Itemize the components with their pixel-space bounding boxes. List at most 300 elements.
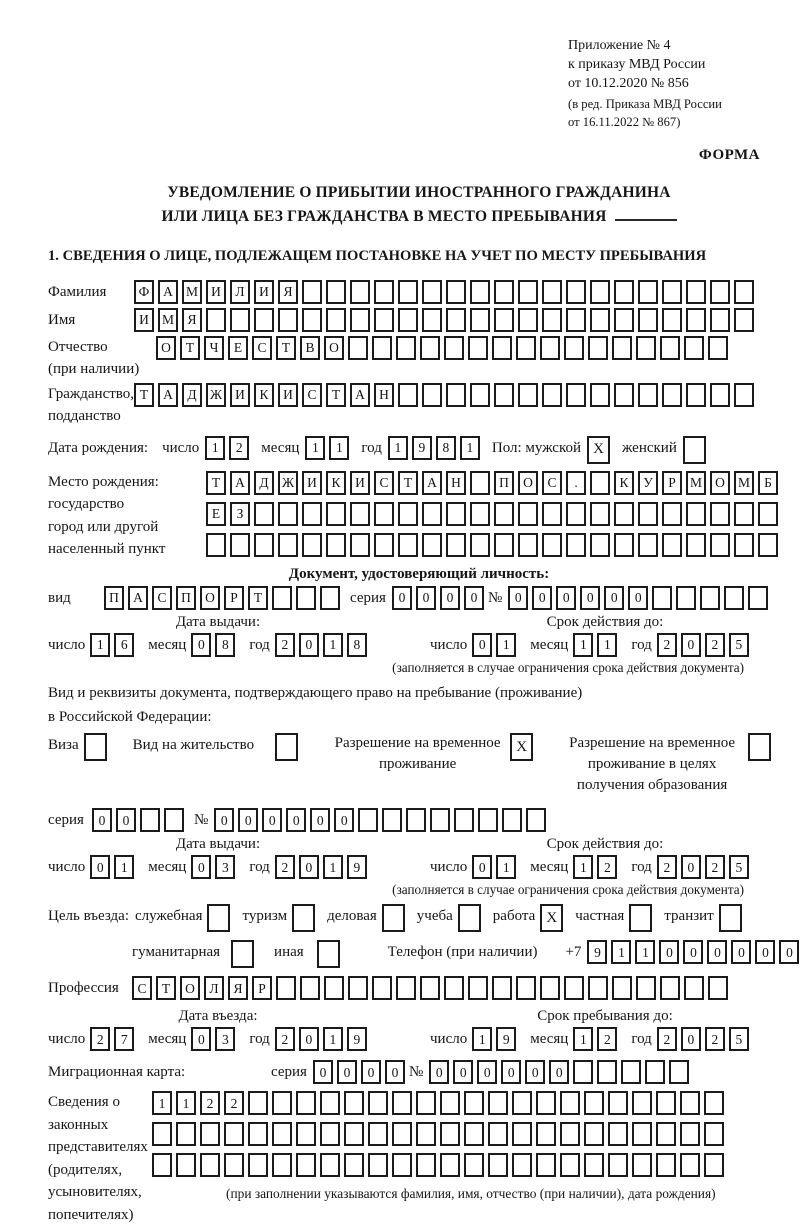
form-cell[interactable] — [710, 533, 730, 557]
form-cell[interactable]: 6 — [114, 633, 134, 657]
form-cell[interactable] — [662, 280, 682, 304]
form-cell[interactable] — [446, 308, 466, 332]
form-cell[interactable] — [536, 1153, 556, 1177]
form-cell[interactable] — [302, 308, 322, 332]
form-cell[interactable] — [420, 336, 440, 360]
form-cell[interactable] — [518, 308, 538, 332]
form-cell[interactable] — [724, 586, 744, 610]
form-cell[interactable] — [326, 533, 346, 557]
form-cell[interactable] — [275, 733, 298, 761]
form-cell[interactable]: 0 — [337, 1060, 357, 1084]
form-cell[interactable]: 1 — [205, 436, 225, 460]
form-cell[interactable]: М — [158, 308, 178, 332]
form-cell[interactable] — [392, 1091, 412, 1115]
form-cell[interactable]: 9 — [587, 940, 607, 964]
form-cell[interactable] — [488, 1153, 508, 1177]
form-cell[interactable]: П — [494, 471, 514, 495]
form-cell[interactable] — [590, 383, 610, 407]
form-cell[interactable] — [645, 1060, 665, 1084]
form-cell[interactable] — [590, 308, 610, 332]
form-cell[interactable] — [566, 502, 586, 526]
form-cell[interactable] — [470, 471, 490, 495]
form-cell[interactable]: Д — [254, 471, 274, 495]
form-cell[interactable] — [590, 533, 610, 557]
form-cell[interactable]: 0 — [628, 586, 648, 610]
form-cell[interactable] — [526, 808, 546, 832]
form-cell[interactable]: 3 — [215, 1027, 235, 1051]
form-cell[interactable] — [564, 976, 584, 1000]
form-cell[interactable] — [278, 308, 298, 332]
form-cell[interactable] — [468, 976, 488, 1000]
form-cell[interactable] — [684, 976, 704, 1000]
form-cell[interactable] — [296, 1091, 316, 1115]
form-cell[interactable]: 0 — [549, 1060, 569, 1084]
form-cell[interactable]: Я — [278, 280, 298, 304]
form-cell[interactable] — [590, 280, 610, 304]
form-cell[interactable] — [684, 336, 704, 360]
form-cell[interactable] — [494, 280, 514, 304]
form-cell[interactable]: М — [182, 280, 202, 304]
form-cell[interactable] — [302, 502, 322, 526]
form-cell[interactable]: 3 — [215, 855, 235, 879]
form-cell[interactable]: О — [324, 336, 344, 360]
form-cell[interactable] — [656, 1153, 676, 1177]
form-cell[interactable]: И — [278, 383, 298, 407]
form-cell[interactable]: Л — [230, 280, 250, 304]
form-cell[interactable]: П — [104, 586, 124, 610]
form-cell[interactable] — [368, 1122, 388, 1146]
form-cell[interactable]: 0 — [90, 855, 110, 879]
form-cell[interactable] — [492, 336, 512, 360]
form-cell[interactable] — [516, 336, 536, 360]
form-cell[interactable] — [758, 533, 778, 557]
form-cell[interactable]: К — [254, 383, 274, 407]
form-cell[interactable] — [542, 533, 562, 557]
form-cell[interactable] — [464, 1091, 484, 1115]
form-cell[interactable]: 2 — [657, 855, 677, 879]
form-cell[interactable] — [296, 1122, 316, 1146]
form-cell[interactable] — [638, 502, 658, 526]
form-cell[interactable] — [200, 1153, 220, 1177]
form-cell[interactable] — [542, 383, 562, 407]
form-cell[interactable] — [494, 502, 514, 526]
form-cell[interactable]: 1 — [388, 436, 408, 460]
form-cell[interactable] — [656, 1122, 676, 1146]
form-cell[interactable] — [494, 533, 514, 557]
form-cell[interactable]: 1 — [176, 1091, 196, 1115]
form-cell[interactable] — [608, 1122, 628, 1146]
form-cell[interactable]: 2 — [200, 1091, 220, 1115]
form-cell[interactable]: 2 — [597, 1027, 617, 1051]
form-cell[interactable]: 0 — [238, 808, 258, 832]
form-cell[interactable]: 0 — [472, 855, 492, 879]
form-cell[interactable] — [470, 280, 490, 304]
form-cell[interactable] — [542, 308, 562, 332]
form-cell[interactable] — [704, 1153, 724, 1177]
form-cell[interactable]: 1 — [597, 633, 617, 657]
form-cell[interactable]: Ч — [204, 336, 224, 360]
form-cell[interactable]: Т — [326, 383, 346, 407]
form-cell[interactable]: А — [128, 586, 148, 610]
form-cell[interactable]: 2 — [90, 1027, 110, 1051]
form-cell[interactable]: Б — [758, 471, 778, 495]
form-cell[interactable] — [320, 1122, 340, 1146]
form-cell[interactable] — [710, 383, 730, 407]
form-cell[interactable] — [494, 383, 514, 407]
form-cell[interactable] — [296, 586, 316, 610]
form-cell[interactable]: 0 — [116, 808, 136, 832]
form-cell[interactable] — [590, 502, 610, 526]
form-cell[interactable] — [683, 436, 706, 464]
form-cell[interactable] — [350, 308, 370, 332]
form-cell[interactable]: 2 — [705, 633, 725, 657]
form-cell[interactable]: 0 — [659, 940, 679, 964]
form-cell[interactable] — [398, 533, 418, 557]
form-cell[interactable] — [636, 976, 656, 1000]
form-cell[interactable] — [518, 533, 538, 557]
form-cell[interactable] — [573, 1060, 593, 1084]
form-cell[interactable] — [470, 502, 490, 526]
form-cell[interactable] — [446, 383, 466, 407]
form-cell[interactable]: 2 — [229, 436, 249, 460]
form-cell[interactable] — [560, 1091, 580, 1115]
form-cell[interactable]: З — [230, 502, 250, 526]
form-cell[interactable] — [350, 502, 370, 526]
form-cell[interactable]: П — [176, 586, 196, 610]
form-cell[interactable]: Ж — [278, 471, 298, 495]
form-cell[interactable]: К — [326, 471, 346, 495]
form-cell[interactable]: М — [686, 471, 706, 495]
form-cell[interactable] — [542, 502, 562, 526]
form-cell[interactable] — [614, 308, 634, 332]
form-cell[interactable] — [231, 940, 254, 968]
form-cell[interactable]: 0 — [472, 633, 492, 657]
form-cell[interactable] — [278, 533, 298, 557]
form-cell[interactable]: . — [566, 471, 586, 495]
form-cell[interactable] — [470, 308, 490, 332]
form-cell[interactable]: 2 — [275, 633, 295, 657]
form-cell[interactable] — [614, 280, 634, 304]
form-cell[interactable] — [734, 533, 754, 557]
form-cell[interactable]: А — [158, 280, 178, 304]
form-cell[interactable] — [680, 1091, 700, 1115]
form-cell[interactable] — [446, 280, 466, 304]
form-cell[interactable] — [464, 1122, 484, 1146]
form-cell[interactable] — [536, 1122, 556, 1146]
form-cell[interactable] — [660, 976, 680, 1000]
form-cell[interactable] — [734, 383, 754, 407]
form-cell[interactable] — [272, 1153, 292, 1177]
form-cell[interactable]: 0 — [334, 808, 354, 832]
form-cell[interactable]: 0 — [556, 586, 576, 610]
form-cell[interactable] — [662, 383, 682, 407]
form-cell[interactable] — [446, 533, 466, 557]
form-cell[interactable] — [676, 586, 696, 610]
form-cell[interactable]: 0 — [262, 808, 282, 832]
form-cell[interactable] — [638, 383, 658, 407]
form-cell[interactable] — [464, 1153, 484, 1177]
form-cell[interactable] — [518, 383, 538, 407]
form-cell[interactable] — [536, 1091, 556, 1115]
form-cell[interactable] — [324, 976, 344, 1000]
form-cell[interactable] — [564, 336, 584, 360]
form-cell[interactable] — [248, 1153, 268, 1177]
form-cell[interactable] — [422, 502, 442, 526]
form-cell[interactable] — [422, 533, 442, 557]
form-cell[interactable] — [254, 502, 274, 526]
form-cell[interactable]: Т — [156, 976, 176, 1000]
form-cell[interactable]: 0 — [464, 586, 484, 610]
form-cell[interactable] — [302, 533, 322, 557]
form-cell[interactable]: 0 — [440, 586, 460, 610]
form-cell[interactable] — [458, 904, 481, 932]
form-cell[interactable] — [612, 976, 632, 1000]
form-cell[interactable]: 0 — [779, 940, 799, 964]
form-cell[interactable] — [430, 808, 450, 832]
form-cell[interactable]: И — [302, 471, 322, 495]
form-cell[interactable] — [420, 976, 440, 1000]
form-cell[interactable]: 1 — [114, 855, 134, 879]
form-cell[interactable] — [540, 336, 560, 360]
form-cell[interactable] — [200, 1122, 220, 1146]
form-cell[interactable]: 0 — [525, 1060, 545, 1084]
form-cell[interactable]: 0 — [299, 1027, 319, 1051]
form-cell[interactable] — [374, 308, 394, 332]
form-cell[interactable] — [566, 383, 586, 407]
form-cell[interactable]: 0 — [416, 586, 436, 610]
form-cell[interactable] — [444, 336, 464, 360]
form-cell[interactable] — [518, 280, 538, 304]
form-cell[interactable] — [350, 533, 370, 557]
form-cell[interactable] — [272, 586, 292, 610]
form-cell[interactable]: Р — [662, 471, 682, 495]
form-cell[interactable] — [686, 308, 706, 332]
form-cell[interactable] — [344, 1153, 364, 1177]
form-cell[interactable]: 9 — [412, 436, 432, 460]
form-cell[interactable] — [704, 1122, 724, 1146]
form-cell[interactable] — [392, 1122, 412, 1146]
form-cell[interactable] — [416, 1153, 436, 1177]
form-cell[interactable]: А — [422, 471, 442, 495]
form-cell[interactable] — [680, 1153, 700, 1177]
form-cell[interactable] — [512, 1122, 532, 1146]
form-cell[interactable] — [656, 1091, 676, 1115]
form-cell[interactable] — [292, 904, 315, 932]
form-cell[interactable]: 2 — [275, 855, 295, 879]
form-cell[interactable]: О — [200, 586, 220, 610]
form-cell[interactable]: 1 — [573, 855, 593, 879]
form-cell[interactable] — [398, 280, 418, 304]
form-cell[interactable] — [302, 280, 322, 304]
form-cell[interactable]: 0 — [580, 586, 600, 610]
form-cell[interactable]: К — [614, 471, 634, 495]
form-cell[interactable] — [638, 280, 658, 304]
form-cell[interactable] — [278, 502, 298, 526]
form-cell[interactable]: Т — [206, 471, 226, 495]
form-cell[interactable]: X — [540, 904, 563, 932]
form-cell[interactable] — [374, 280, 394, 304]
form-cell[interactable]: С — [152, 586, 172, 610]
form-cell[interactable] — [470, 383, 490, 407]
form-cell[interactable]: Т — [398, 471, 418, 495]
form-cell[interactable] — [454, 808, 474, 832]
form-cell[interactable]: С — [374, 471, 394, 495]
form-cell[interactable] — [398, 383, 418, 407]
form-cell[interactable] — [608, 1091, 628, 1115]
form-cell[interactable] — [440, 1091, 460, 1115]
form-cell[interactable] — [164, 808, 184, 832]
form-cell[interactable]: 0 — [681, 1027, 701, 1051]
form-cell[interactable] — [254, 308, 274, 332]
form-cell[interactable] — [758, 502, 778, 526]
form-cell[interactable]: 8 — [436, 436, 456, 460]
form-cell[interactable] — [468, 336, 488, 360]
form-cell[interactable] — [734, 280, 754, 304]
form-cell[interactable]: И — [206, 280, 226, 304]
form-cell[interactable]: Т — [180, 336, 200, 360]
form-cell[interactable]: А — [350, 383, 370, 407]
form-cell[interactable] — [566, 280, 586, 304]
form-cell[interactable] — [710, 280, 730, 304]
form-cell[interactable] — [734, 308, 754, 332]
form-cell[interactable]: 0 — [299, 855, 319, 879]
form-cell[interactable] — [248, 1091, 268, 1115]
form-cell[interactable] — [444, 976, 464, 1000]
form-cell[interactable] — [632, 1153, 652, 1177]
form-cell[interactable]: 1 — [152, 1091, 172, 1115]
form-cell[interactable]: А — [158, 383, 178, 407]
form-cell[interactable] — [152, 1153, 172, 1177]
form-cell[interactable] — [440, 1122, 460, 1146]
form-cell[interactable] — [686, 280, 706, 304]
form-cell[interactable] — [542, 280, 562, 304]
form-cell[interactable] — [358, 808, 378, 832]
form-cell[interactable] — [176, 1153, 196, 1177]
form-cell[interactable] — [686, 533, 706, 557]
form-cell[interactable]: С — [302, 383, 322, 407]
form-cell[interactable]: 2 — [657, 633, 677, 657]
form-cell[interactable] — [488, 1122, 508, 1146]
form-cell[interactable]: 2 — [224, 1091, 244, 1115]
form-cell[interactable] — [374, 502, 394, 526]
form-cell[interactable]: 0 — [731, 940, 751, 964]
form-cell[interactable]: 1 — [496, 633, 516, 657]
form-cell[interactable]: 0 — [191, 855, 211, 879]
form-cell[interactable]: И — [134, 308, 154, 332]
form-cell[interactable] — [512, 1091, 532, 1115]
form-cell[interactable]: Е — [228, 336, 248, 360]
form-cell[interactable]: 9 — [347, 855, 367, 879]
form-cell[interactable]: 9 — [496, 1027, 516, 1051]
form-cell[interactable]: 0 — [755, 940, 775, 964]
form-cell[interactable] — [140, 808, 160, 832]
form-cell[interactable] — [540, 976, 560, 1000]
form-cell[interactable]: Т — [276, 336, 296, 360]
form-cell[interactable] — [350, 280, 370, 304]
form-cell[interactable] — [636, 336, 656, 360]
form-cell[interactable]: Ф — [134, 280, 154, 304]
form-cell[interactable] — [669, 1060, 689, 1084]
form-cell[interactable]: 1 — [496, 855, 516, 879]
form-cell[interactable]: 0 — [191, 633, 211, 657]
form-cell[interactable]: В — [300, 336, 320, 360]
form-cell[interactable] — [734, 502, 754, 526]
form-cell[interactable]: И — [350, 471, 370, 495]
form-cell[interactable] — [320, 1091, 340, 1115]
form-cell[interactable] — [320, 586, 340, 610]
form-cell[interactable]: X — [587, 436, 610, 464]
form-cell[interactable] — [588, 336, 608, 360]
form-cell[interactable] — [584, 1153, 604, 1177]
form-cell[interactable] — [597, 1060, 617, 1084]
form-cell[interactable]: Ж — [206, 383, 226, 407]
form-cell[interactable]: 1 — [573, 633, 593, 657]
form-cell[interactable] — [612, 336, 632, 360]
form-cell[interactable] — [478, 808, 498, 832]
form-cell[interactable] — [320, 1153, 340, 1177]
form-cell[interactable] — [326, 502, 346, 526]
form-cell[interactable]: 0 — [477, 1060, 497, 1084]
form-cell[interactable]: 0 — [191, 1027, 211, 1051]
form-cell[interactable] — [207, 904, 230, 932]
form-cell[interactable]: 8 — [347, 633, 367, 657]
form-cell[interactable] — [396, 976, 416, 1000]
form-cell[interactable]: 1 — [323, 1027, 343, 1051]
form-cell[interactable]: Т — [248, 586, 268, 610]
form-cell[interactable]: 0 — [429, 1060, 449, 1084]
form-cell[interactable]: 0 — [508, 586, 528, 610]
form-cell[interactable] — [326, 280, 346, 304]
form-cell[interactable] — [206, 308, 226, 332]
form-cell[interactable] — [254, 533, 274, 557]
form-cell[interactable]: 2 — [275, 1027, 295, 1051]
form-cell[interactable] — [512, 1153, 532, 1177]
form-cell[interactable]: Е — [206, 502, 226, 526]
form-cell[interactable] — [614, 383, 634, 407]
form-cell[interactable] — [422, 308, 442, 332]
form-cell[interactable]: 0 — [681, 633, 701, 657]
form-cell[interactable] — [326, 308, 346, 332]
form-cell[interactable]: 0 — [310, 808, 330, 832]
form-cell[interactable] — [492, 976, 512, 1000]
form-cell[interactable] — [230, 533, 250, 557]
form-cell[interactable]: 0 — [286, 808, 306, 832]
form-cell[interactable]: И — [254, 280, 274, 304]
form-cell[interactable] — [516, 976, 536, 1000]
form-cell[interactable] — [230, 308, 250, 332]
form-cell[interactable] — [590, 471, 610, 495]
form-cell[interactable] — [614, 502, 634, 526]
form-cell[interactable] — [176, 1122, 196, 1146]
form-cell[interactable] — [248, 1122, 268, 1146]
form-cell[interactable]: 0 — [532, 586, 552, 610]
form-cell[interactable]: Н — [446, 471, 466, 495]
form-cell[interactable]: Я — [228, 976, 248, 1000]
form-cell[interactable] — [584, 1091, 604, 1115]
form-cell[interactable]: Н — [374, 383, 394, 407]
form-cell[interactable]: 0 — [392, 586, 412, 610]
form-cell[interactable] — [584, 1122, 604, 1146]
form-cell[interactable]: У — [638, 471, 658, 495]
form-cell[interactable]: 5 — [729, 855, 749, 879]
form-cell[interactable]: Р — [224, 586, 244, 610]
form-cell[interactable]: 7 — [114, 1027, 134, 1051]
form-cell[interactable] — [632, 1091, 652, 1115]
form-cell[interactable] — [344, 1122, 364, 1146]
form-cell[interactable]: С — [542, 471, 562, 495]
form-cell[interactable] — [632, 1122, 652, 1146]
form-cell[interactable] — [344, 1091, 364, 1115]
